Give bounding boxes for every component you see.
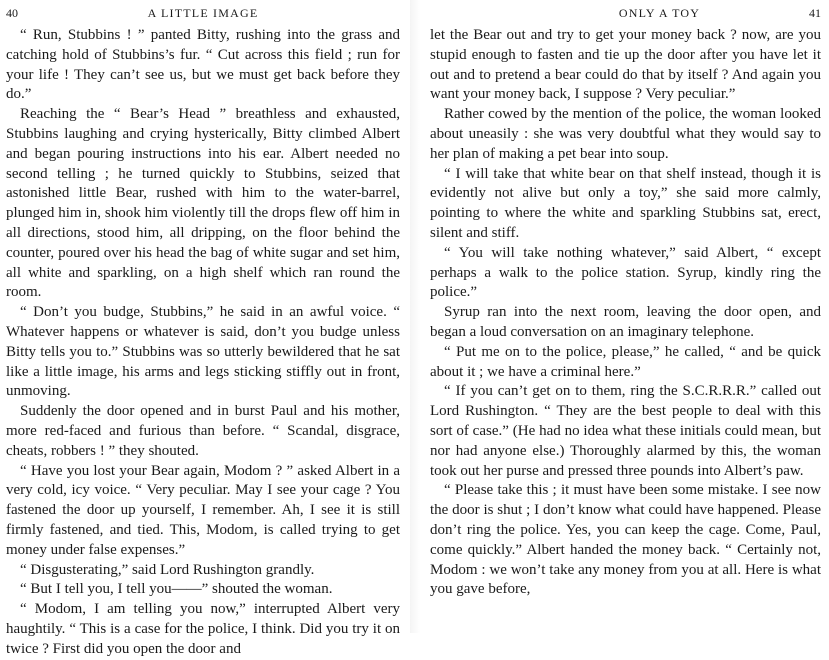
right-page xyxy=(410,0,829,633)
right-running-title: ONLY A TOY xyxy=(618,6,701,20)
paragraph: “ Modom, I am telling you now,” interrupted Albert very haughtily. “ This is a case for the police, I think. Did you try it on twice ? First did you open the door and xyxy=(6,601,400,657)
paragraph: “ But I tell you, I tell you——” shouted the woman. xyxy=(20,581,333,598)
paragraph: “ Please take this ; it must have been some mistake. I see now the door is shut ; I don’t know what could have happened. Please don’t ring the police. Yes, you can keep the cage. Come, Paul, come quickly.” Albert handed the money back. “ Certainly not, Modom : we won’t take any money from you at all. Here is what you gave before, xyxy=(430,482,821,598)
paragraph: “ Don’t you budge, Stubbins,” he said in an awful voice. “ Whatever happens or whatever is said, don’t you budge unless Bitty tells you to.” Stubbins was so utterly bewildered that he sat like a little image, his arms and legs sticking stiffly out in front, unmoving. xyxy=(6,304,400,400)
paragraph: “ Disgusterating,” said Lord Rushington grandly. xyxy=(20,561,315,578)
left-running-title: A LITTLE IMAGE xyxy=(147,6,259,20)
paragraph: Reaching the “ Bear’s Head ” breathless and exhausted, Stubbins laughing and crying hysterically, Bitty climbed Albert and began pouring instructions into his ear. Albert needed no second telling ; he turned quickly to Stubbins, seized that astonished little Bear, rushed with him to the water-barrel, plunged him in, shook him violently till the drops flew off him in all directions, stood him, all dripping, on the floor behind the counter, poured over his head the bag of white sugar and set him, all white and sparkling, on a high shelf which ran round the room. xyxy=(6,106,400,301)
paragraph: Rather cowed by the mention of the police, the woman looked about uneasily : she was very doubtful what they would say to her plan of making a pet bear into soup. xyxy=(430,106,821,162)
paragraph: let the Bear out and try to get your money back ? now, are you stupid enough to fasten and tie up the door after you have let it out and to pretend a bear could do that by itself ? And again you want your money back, I suppose ? Very peculiar.” xyxy=(430,27,821,103)
paragraph: “ Put me on to the police, please,” he called, “ and be quick about it ; we have a criminal here.” xyxy=(430,343,821,380)
paragraph: Syrup ran into the next room, leaving the door open, and began a loud conversation on an imaginary telephone. xyxy=(430,304,821,340)
paragraph: “ You will take nothing whatever,” said Albert, “ except perhaps a walk to the police station. Syrup, kindly ring the police.” xyxy=(430,244,821,301)
right-page-text xyxy=(430,26,821,600)
paragraph: “ Run, Stubbins ! ” panted Bitty, rushing into the grass and catching hold of Stubbins’s fur. “ Cut across this field ; run for your life ! They can’t see us, but we must get back before they do.” xyxy=(6,27,400,103)
paragraph: “ Have you lost your Bear again, Modom ? ” asked Albert in a very cold, icy voice. “ Very peculiar. May I see your cage ? You fastened the door up yourself, I remember. Ah, I see it is still firmly fastened, and tied. This, Modom, is called trying to get money under false expenses.” xyxy=(6,462,400,558)
left-page-number: 40 xyxy=(6,6,18,20)
paragraph: Suddenly the door opened and in burst Paul and his mother, more red-faced and furious than before. “ Scandal, disgrace, cheats, robbers ! ” they shouted. xyxy=(6,403,400,459)
right-page-number: 41 xyxy=(809,6,821,20)
right-running-head xyxy=(430,6,821,24)
left-page-text xyxy=(6,26,400,660)
left-running-head xyxy=(6,6,400,24)
paragraph: “ I will take that white bear on that shelf instead, though it is evidently not alive but only a toy,” she said more calmly, pointing to where the white and sparkling Stubbins sat, erect, silent and stiff. xyxy=(430,165,821,241)
paragraph: “ If you can’t get on to them, ring the S.C.R.R.R.” called out Lord Rushington. “ They are the best people to deal with this sort of case.” (He had no idea what these initials could mean, but nor had anyone else.) Thoroughly alarmed by this, the woman took out her purse and pressed three pounds into Albert’s paw. xyxy=(430,383,821,479)
left-page xyxy=(0,0,410,657)
